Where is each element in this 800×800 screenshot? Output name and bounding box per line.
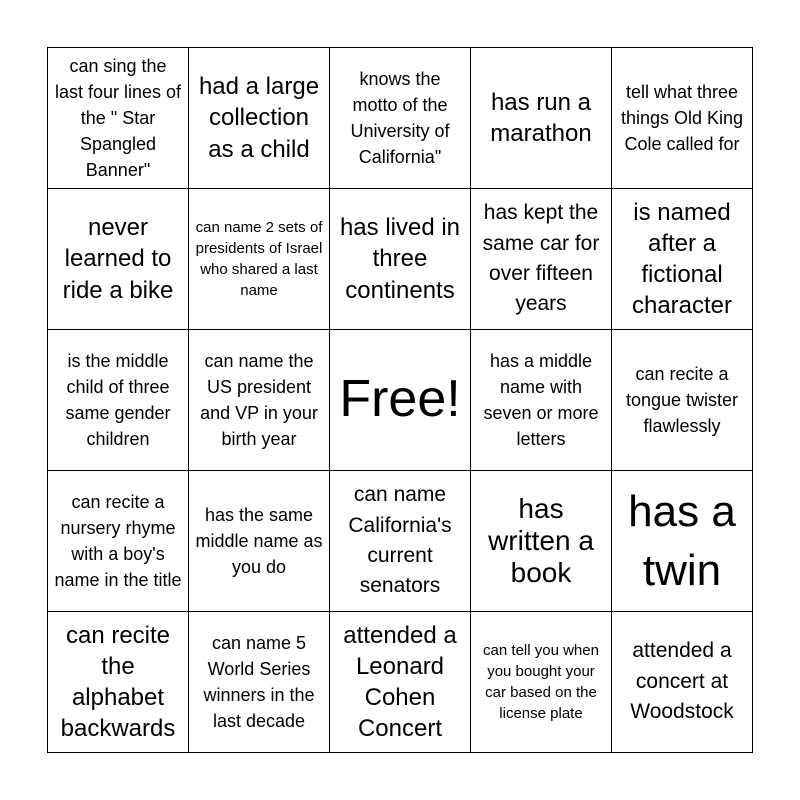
bingo-cell-r1c1[interactable]: can sing the last four lines of the " Star Spangled Banner" bbox=[48, 48, 189, 189]
bingo-cell-r1c4[interactable]: has run a marathon bbox=[471, 48, 612, 189]
bingo-cell-r5c5[interactable]: attended a concert at Woodstock bbox=[612, 612, 753, 753]
bingo-board bbox=[47, 47, 753, 753]
bingo-cell-r2c2[interactable]: can name 2 sets of presidents of Israel who shared a last name bbox=[189, 189, 330, 330]
bingo-cell-r5c1[interactable]: can recite the alphabet backwards bbox=[48, 612, 189, 753]
bingo-cell-r5c3[interactable]: attended a Leonard Cohen Concert bbox=[330, 612, 471, 753]
bingo-cell-r1c2[interactable]: had a large collection as a child bbox=[189, 48, 330, 189]
bingo-cell-r3c2[interactable]: can name the US president and VP in your birth year bbox=[189, 330, 330, 471]
bingo-cell-r4c4[interactable]: has written a book bbox=[471, 471, 612, 612]
bingo-cell-r2c3[interactable]: has lived in three continents bbox=[330, 189, 471, 330]
bingo-cell-free[interactable]: Free! bbox=[330, 330, 471, 471]
bingo-cell-r3c1[interactable]: is the middle child of three same gender children bbox=[48, 330, 189, 471]
bingo-cell-r1c5[interactable]: tell what three things Old King Cole called for bbox=[612, 48, 753, 189]
bingo-cell-r4c1[interactable]: can recite a nursery rhyme with a boy's name in the title bbox=[48, 471, 189, 612]
bingo-cell-r4c2[interactable]: has the same middle name as you do bbox=[189, 471, 330, 612]
bingo-cell-r2c5[interactable]: is named after a fictional character bbox=[612, 189, 753, 330]
bingo-cell-r3c5[interactable]: can recite a tongue twister flawlessly bbox=[612, 330, 753, 471]
bingo-cell-r3c4[interactable]: has a middle name with seven or more letters bbox=[471, 330, 612, 471]
bingo-cell-r1c3[interactable]: knows the motto of the University of California" bbox=[330, 48, 471, 189]
bingo-cell-r5c4[interactable]: can tell you when you bought your car based on the license plate bbox=[471, 612, 612, 753]
bingo-cell-r4c3[interactable]: can name California's current senators bbox=[330, 471, 471, 612]
bingo-cell-r2c1[interactable]: never learned to ride a bike bbox=[48, 189, 189, 330]
bingo-cell-r5c2[interactable]: can name 5 World Series winners in the last decade bbox=[189, 612, 330, 753]
bingo-cell-r4c5[interactable]: has a twin bbox=[612, 471, 753, 612]
bingo-cell-r2c4[interactable]: has kept the same car for over fifteen years bbox=[471, 189, 612, 330]
